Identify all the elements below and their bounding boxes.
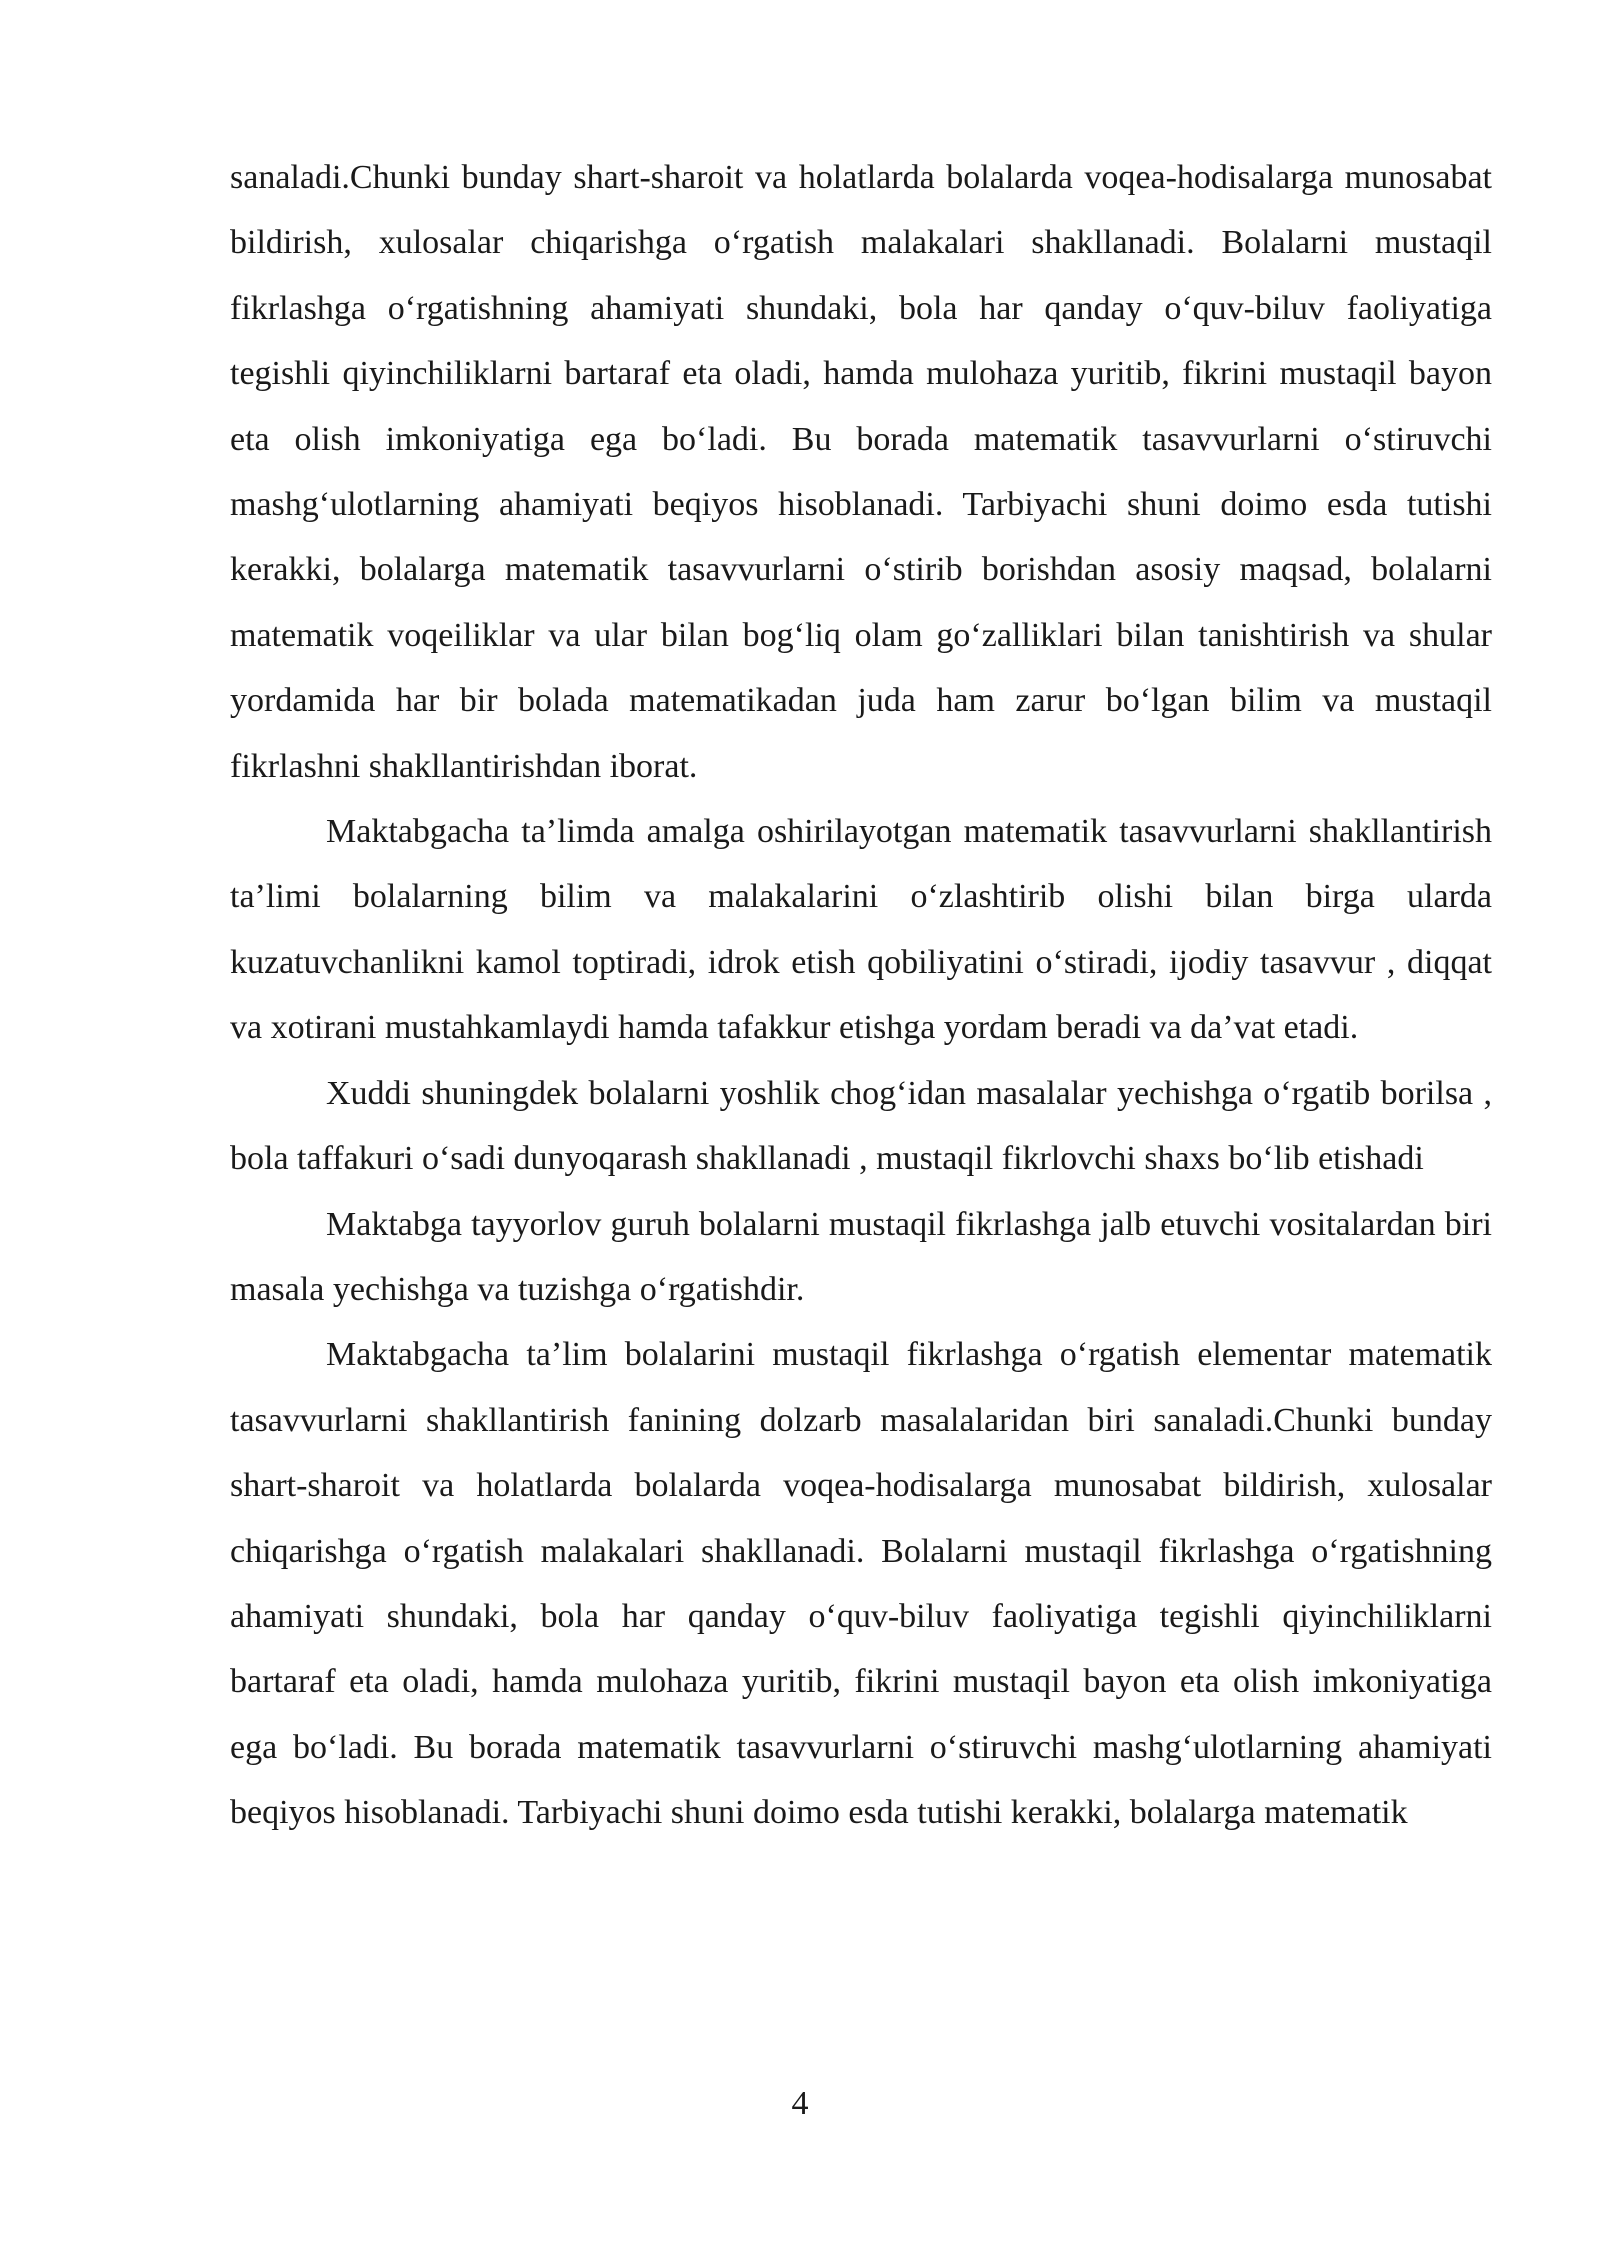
page-number: 4 — [791, 2085, 809, 2122]
body-text — [230, 145, 1492, 1846]
paragraph: Xuddi shuningdek bolalarni yoshlik chog‘idan masalalar yechishga o‘rgatib borilsa , bola taffakuri o‘sadi dunyoqarash shakllanadi , mustaqil fikrlovchi shaxs bo‘lib etishadi — [230, 1074, 1492, 1178]
paragraph: Maktabgacha ta’lim bolalarini mustaqil fikrlashga o‘rgatish elementar matematik tasavvurlarni shakllantirish fanining dolzarb masalalaridan biri sanaladi.Chunki bunday shart-sharoit va holatlarda bolalarda voqea-hodisalarga munosabat bildirish, xulosalar chiqarishga o‘rgatish malakalari shakllanadi. Bolalarni mustaqil fikrlashga o‘rgatishning ahamiyati shundaki, bola har qanday o‘quv-biluv faoliyatiga tegishli qiyinchiliklarni bartaraf eta oladi, hamda mulohaza yuritib, fikrini mustaqil bayon eta olish imkoniyatiga ega bo‘ladi. Bu borada matematik tasavvurlarni o‘stiruvchi mashg‘ulotlarning ahamiyati beqiyos hisoblanadi. Tarbiyachi shuni doimo esda tutishi kerakki, bolalarga matematik — [230, 1336, 1492, 1832]
paragraph: Maktabga tayyorlov guruh bolalarni mustaqil fikrlashga jalb etuvchi vositalardan biri masala yechishga va tuzishga o‘rgatishdir. — [230, 1205, 1492, 1308]
paragraph-continuation: sanaladi.Chunki bunday shart-sharoit va holatlarda bolalarda voqea-hodisalarga munosabat bildirish, xulosalar chiqarishga o‘rgatish malakalari shakllanadi. Bolalarni mustaqil fikrlashga o‘rgatishning ahamiyati shundaki, bola har qanday o‘quv-biluv faoliyatiga tegishli qiyinchiliklarni bartaraf eta oladi, hamda mulohaza yuritib, fikrini mustaqil bayon eta olish imkoniyatiga ega bo‘ladi. Bu borada matematik tasavvurlarni o‘stiruvchi mashg‘ulotlarning ahamiyati beqiyos hisoblanadi. Tarbiyachi shuni doimo esda tutishi kerakki, bolalarga matematik tasavvurlarni o‘stirib borishdan asosiy maqsad, bolalarni matematik voqeiliklar va ular bilan bog‘liq olam go‘zalliklari bilan tanishtirish va shular yordamida har bir bolada matematikadan juda ham zarur bo‘lgan bilim va mustaqil fikrlashni shakllantirishdan iborat. — [230, 159, 1492, 785]
paragraph: Maktabgacha ta’limda amalga oshirilayotgan matematik tasavvurlarni shakllantirish ta’limi bolalarning bilim va malakalarini o‘zlashtirib olishi bilan birga ularda kuzatuvchanlikni kamol toptiradi, idrok etish qobiliyatini o‘stiradi, ijodiy tasavvur , diqqat va xotirani mustahkamlaydi hamda tafakkur etishga yordam beradi va da’vat etadi. — [230, 813, 1492, 1047]
